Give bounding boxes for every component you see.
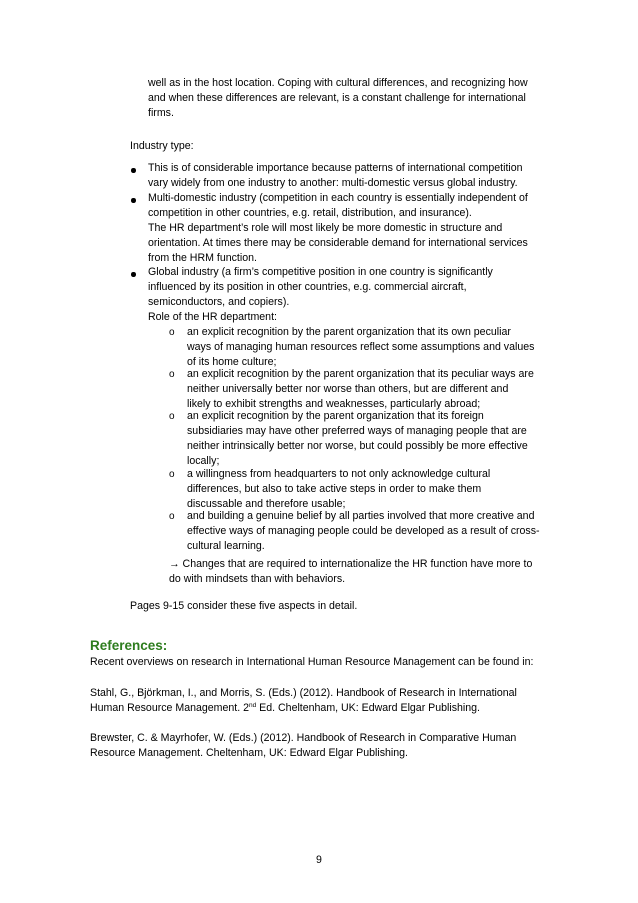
conclusion-paragraph [169, 557, 532, 587]
reference-line: Human Resource Management. 2nd Ed. Cheltenham, UK: Edward Elgar Publishing. [90, 702, 480, 714]
bullet-line: orientation. At times there may be considerable demand for international services [148, 237, 528, 249]
references-heading: References: [90, 638, 168, 653]
sub-bullet-item [187, 325, 534, 370]
sub-bullet-line: locally; [187, 455, 220, 467]
sub-bullet-line: of its home culture; [187, 356, 277, 368]
intro-line: and when these differences are relevant, is a constant challenge for international [148, 92, 526, 104]
intro-paragraph [148, 76, 528, 121]
bullet-line: The HR department’s role will most likely be more domestic in structure and [148, 222, 503, 234]
reference-line: Brewster, C. & Mayrhofer, W. (Eds.) (2012). Handbook of Research in Comparative Human [90, 732, 517, 744]
sub-bullet-line: effective ways of managing people could be developed as a result of cross- [187, 525, 540, 537]
sub-bullet-item [187, 367, 534, 412]
sub-bullet-line: subsidiaries may have other preferred ways of managing people that are [187, 425, 527, 437]
bullet-item-multi-domestic [148, 191, 528, 266]
reference-line: Stahl, G., Björkman, I., and Morris, S. (Eds.) (2012). Handbook of Research in International [90, 687, 517, 699]
industry-heading: Industry type: [130, 140, 194, 152]
bullet-icon [131, 198, 136, 203]
ordinal-superscript: nd [249, 702, 257, 709]
bullet-line: Multi-domestic industry (competition in each country is essentially independent of [148, 192, 528, 204]
bullet-icon [131, 168, 136, 173]
references-intro: Recent overviews on research in International Human Resource Management can be found in: [90, 656, 534, 668]
sub-bullet-line: discussable and therefore usable; [187, 498, 346, 510]
sub-bullet-item [187, 509, 540, 554]
pages-note: Pages 9-15 consider these five aspects in detail. [130, 600, 358, 612]
reference-brewster [90, 731, 516, 761]
bullet-line: semiconductors, and copiers). [148, 296, 290, 308]
reference-stahl [90, 686, 517, 716]
bullet-item-global [148, 265, 493, 325]
sub-bullet-line: ways of managing human resources reflect some assumptions and values [187, 341, 535, 353]
circle-bullet-icon: o [169, 511, 175, 522]
sub-bullet-line: cultural learning. [187, 540, 265, 552]
circle-bullet-icon: o [169, 327, 175, 338]
sub-bullet-line: differences, but also to take active steps in order to make them [187, 483, 482, 495]
conclusion-line: → Changes that are required to internationalize the HR function have more to [169, 558, 533, 570]
bullet-line: from the HRM function. [148, 252, 257, 264]
conclusion-line: do with mindsets than with behaviors. [169, 573, 346, 585]
sub-bullet-item [187, 409, 528, 469]
circle-bullet-icon: o [169, 411, 175, 422]
page-number: 9 [316, 854, 322, 866]
sub-bullet-line: and building a genuine belief by all parties involved that more creative and [187, 510, 535, 522]
intro-line: well as in the host location. Coping with cultural differences, and recognizing how [148, 77, 528, 89]
sub-bullet-line: an explicit recognition by the parent organization that its own peculiar [187, 326, 511, 338]
sub-bullet-line: an explicit recognition by the parent organization that its peculiar ways are [187, 368, 534, 380]
bullet-line: This is of considerable importance because patterns of international competition [148, 162, 523, 174]
sub-bullet-item [187, 467, 490, 512]
bullet-line: influenced by its position in other countries, e.g. commercial aircraft, [148, 281, 467, 293]
bullet-icon [131, 272, 136, 277]
circle-bullet-icon: o [169, 369, 175, 380]
intro-line: firms. [148, 107, 174, 119]
circle-bullet-icon: o [169, 469, 175, 480]
bullet-line: vary widely from one industry to another: multi-domestic versus global industry. [148, 177, 518, 189]
sub-bullet-line: neither universally better nor worse than others, but are different and [187, 383, 509, 395]
bullet-line: Global industry (a firm’s competitive position in one country is significantly [148, 266, 493, 278]
reference-line: Resource Management. Cheltenham, UK: Edward Elgar Publishing. [90, 747, 408, 759]
sub-bullet-line: likely to exhibit strengths and weaknesses, particularly abroad; [187, 398, 481, 410]
bullet-line: competition in other countries, e.g. retail, distribution, and insurance). [148, 207, 472, 219]
sub-bullet-line: an explicit recognition by the parent organization that its foreign [187, 410, 484, 422]
sub-bullet-line: neither intrinsically better nor worse, but could possibly be more effective [187, 440, 528, 452]
bullet-line: Role of the HR department: [148, 311, 277, 323]
bullet-item-patterns [148, 161, 523, 191]
sub-bullet-line: a willingness from headquarters to not only acknowledge cultural [187, 468, 491, 480]
